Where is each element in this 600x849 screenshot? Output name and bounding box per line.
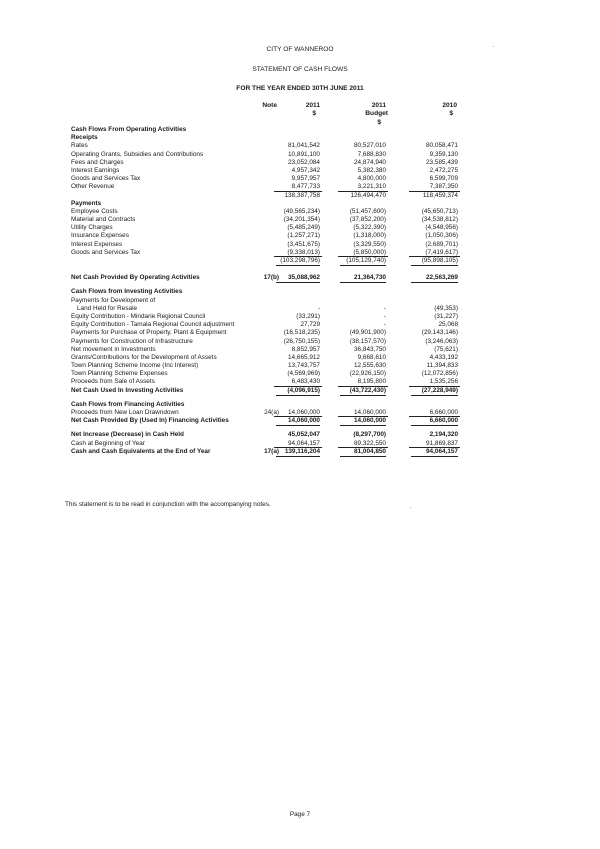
col-budget-sub: Budget [365,110,388,117]
value-2011-budget: 24,874,940 [354,158,386,166]
note-reference: 17(a) [264,447,279,455]
value-2010: 94,064,157 [411,448,458,457]
value-2011-budget: (5,850,000) [340,249,386,257]
value-2011-budget: 36,843,750 [354,345,386,353]
line-item-row [0,216,600,224]
value-2011: (33,291) [296,312,320,320]
line-item-row [0,448,600,456]
section-heading-row [0,134,600,142]
value-2010: (31,227) [434,312,458,320]
value-2011: 8,852,957 [291,345,320,353]
value-2010: 22,563,269 [411,274,458,283]
line-item-label: Receipts [71,134,98,142]
value-2011: (16,518,235) [283,329,320,337]
value-2011-budget: 3,221,310 [340,183,386,191]
section-heading-row [0,288,600,296]
line-item-label: Proceeds from Sale of Assets [71,378,155,386]
value-2011-budget: (38,157,570) [349,337,386,345]
value-2011-budget: 14,060,000 [340,417,386,426]
value-2010: (4,548,956) [425,224,458,232]
line-item-row [0,431,600,439]
value-2011: 9,957,957 [291,175,320,183]
line-item-row [0,329,600,337]
value-2011-budget: 9,668,610 [357,353,386,361]
line-item-row [0,387,600,395]
line-item-label: Interest Earnings [71,166,120,174]
line-item-row [0,249,600,257]
value-2011: 6,483,430 [276,378,320,386]
scan-speck [493,46,494,47]
section-heading-row [0,200,600,208]
line-item-row [0,208,600,216]
line-item-row [0,183,600,191]
value-2011: 14,060,000 [276,417,320,426]
value-2011: - [317,304,320,312]
line-item-row [0,370,600,378]
value-2011-budget: 81,004,850 [340,448,386,457]
line-item-label: Employee Costs [71,207,118,215]
line-item-row [0,362,600,370]
line-item-label: Town Planning Scheme Income (Inc Interest) [71,362,199,370]
line-item-row [0,151,600,159]
value-2011-budget: (49,901,900) [349,329,386,337]
value-2011: 4,957,342 [291,166,320,174]
line-item-label: Payments for Construction of Infrastructure [71,337,193,345]
line-item-label: Payments [71,199,102,207]
scan-speck [410,507,411,508]
line-item-label: Cash Flows From Operating Activities [71,126,187,133]
value-2011: 27,729 [300,321,320,329]
col-budget-unit: $ [377,119,381,126]
organisation-name: CITY OF WANNEROO [266,46,334,53]
value-2011-budget: 80,527,010 [354,142,386,150]
value-2011: 23,052,084 [288,158,320,166]
line-item-label: Payments for Purchase of Property, Plant & Equipment [71,329,227,337]
value-2010: (34,538,812) [421,216,458,224]
value-2010: 25,068 [438,321,458,329]
value-2010: 118,459,374 [422,191,458,199]
line-item-row [0,440,600,448]
line-item-row [0,224,600,232]
line-item-label: Proceeds from New Loan Drawndown [71,409,179,416]
line-item-row [0,175,600,183]
value-2011: 8,477,733 [276,183,320,191]
value-2011-budget: 5,382,380 [357,166,386,174]
value-2010: (49,353) [434,304,458,312]
value-2011: (1,257,271) [287,232,320,240]
subtotal-row [0,192,600,200]
value-2010: 7,387,350 [411,183,458,191]
line-item-row [0,417,600,425]
line-item-label: Utility Charges [71,224,113,232]
value-2011: (5,485,249) [287,224,320,232]
line-item-row [0,241,600,249]
value-2011-budget: - [383,321,386,329]
value-2010: (75,621) [434,345,458,353]
value-2011-budget: 21,364,730 [340,274,386,283]
cash-flow-table [0,126,600,456]
note-reference: 17(b) [263,274,279,282]
value-2010: (45,650,713) [421,207,458,215]
value-2011-budget: 126,494,470 [350,191,386,199]
value-2011: 139,116,204 [276,448,320,457]
value-2011-budget: 8,195,800 [340,378,386,386]
statement-title: STATEMENT OF CASH FLOWS [252,66,348,73]
line-item-label: Cash Flows from Investing Activities [71,288,183,296]
value-2010: 9,359,130 [429,150,458,158]
value-2010: (27,228,949) [411,387,458,396]
note-reference: 24(a) [264,409,279,416]
value-2011-budget: (1,318,000) [353,232,386,240]
value-2011-budget: 7,688,830 [357,150,386,158]
section-heading-row [0,401,600,409]
value-2011-budget: 89,322,550 [340,440,386,448]
line-item-label: Net Increase (Decrease) in Cash Held [71,431,184,439]
line-item-row [0,167,600,175]
value-2011: 14,060,000 [276,409,320,417]
value-2011: 35,088,962 [276,274,320,283]
note-header: Note [262,102,277,109]
line-item-label: Equity Contribution - Mindarie Regional Council [71,312,206,320]
col-2010-header: 2010 [442,102,457,109]
value-2011: (49,565,234) [283,207,320,215]
value-2010: (2,689,701) [425,240,458,248]
line-item-label: Cash Flows from Financing Activities [71,400,185,408]
line-item-label: Interest Expenses [71,240,123,248]
line-item-label: Goods and Services Tax [71,175,141,183]
line-item-label: Net Cash Provided By Operating Activities [71,274,200,282]
value-2010: 91,869,837 [411,440,458,448]
line-item-row [0,297,600,305]
value-2011-budget: (3,329,550) [353,240,386,248]
value-2010: 6,660,000 [411,417,458,426]
line-item-label: Operating Grants, Subsidies and Contributions [71,150,204,158]
line-item-label: Net Cash Used In Investing Activities [71,386,184,394]
value-2010: 2,194,320 [429,431,458,439]
line-item-row [0,232,600,240]
value-2010: 2,472,275 [429,166,458,174]
line-item-row [0,142,600,150]
value-2010: 23,585,439 [426,158,458,166]
col-2011-unit: $ [312,110,316,117]
value-2011-budget: 12,555,630 [354,362,386,370]
line-item-label: Payments for Development of [71,296,156,304]
value-2010: 6,660,000 [411,409,458,417]
value-2011-budget: - [383,304,386,312]
line-item-row [0,305,600,313]
footnote: This statement is to be read in conjunction with the accompanying notes. [65,501,271,508]
value-2011-budget: (22,926,150) [349,370,386,378]
line-item-label: Land Held for Resale [77,304,138,312]
page-number: Page 7 [289,811,311,818]
value-2011: 138,387,758 [284,191,320,199]
value-2010: (12,072,856) [421,370,458,378]
line-item-row [0,354,600,362]
value-2011: 94,064,157 [276,440,320,448]
line-item-label: Grants/Contributions for the Development of Assets [71,353,217,361]
value-2011-budget: 4,800,000 [357,175,386,183]
line-item-row [0,321,600,329]
line-item-label: Material and Contracts [71,216,136,224]
value-2011: 14,665,912 [288,353,320,361]
value-2011: (103,298,796) [276,257,320,266]
value-2011: 10,891,100 [288,150,320,158]
col-2011-header: 2011 [305,102,320,109]
col-budget-header: 2011 [371,102,386,109]
line-item-row [0,378,600,386]
section-heading-row [0,126,600,134]
value-2010: 11,394,833 [426,362,458,370]
line-item-row [0,274,600,282]
value-2011: 45,052,047 [288,431,320,439]
value-2011-budget: (5,322,390) [353,224,386,232]
value-2010: (7,419,617) [411,249,458,257]
value-2011: (34,201,354) [283,216,320,224]
value-2011: (3,451,675) [287,240,320,248]
statement-period: FOR THE YEAR ENDED 30TH JUNE 2011 [236,85,364,92]
value-2010: 6,599,709 [429,175,458,183]
value-2010: (95,898,105) [411,257,458,266]
line-item-label: Fees and Charges [71,158,124,166]
value-2011-budget: (105,129,740) [340,257,386,266]
line-item-label: Cash at Beginning of Year [71,439,145,447]
value-2011: 13,743,757 [288,362,320,370]
value-2010: 4,433,192 [429,353,458,361]
subtotal-row [0,257,600,265]
line-item-row [0,159,600,167]
line-item-label: Other Revenue [71,183,115,191]
row-spacer [0,265,600,274]
value-2010: (29,143,146) [421,329,458,337]
value-2011: 81,041,542 [288,142,320,150]
value-2011-budget: 14,060,000 [340,409,386,417]
value-2011-budget: (37,852,200) [349,216,386,224]
col-2010-unit: $ [449,110,453,117]
value-2011: (9,338,013) [276,249,320,257]
value-2010: (3,246,063) [425,337,458,345]
line-item-label: Cash and Cash Equivalents at the End of Year [71,447,211,455]
value-2011-budget: (51,457,600) [349,207,386,215]
line-item-row [0,338,600,346]
line-item-label: Net Cash Provided By (Used In) Financing Activities [71,417,229,425]
value-2011: (4,569,969) [287,370,320,378]
line-item-row [0,409,600,417]
line-item-row [0,313,600,321]
value-2011-budget: (8,297,700) [353,431,386,439]
line-item-label: Insurance Expenses [71,232,129,240]
line-item-row [0,346,600,354]
value-2010: 1,535,256 [411,378,458,386]
line-item-label: Goods and Services Tax [71,248,141,256]
value-2010: (1,050,306) [425,232,458,240]
value-2011-budget: - [383,312,386,320]
line-item-label: Net movement in Investments [71,345,156,353]
line-item-label: Town Planning Scheme Expenses [71,370,168,378]
line-item-label: Equity Contribution - Tamala Regional Council adjustment [71,321,235,329]
value-2010: 80,058,471 [426,142,458,150]
value-2011: (4,096,915) [276,387,320,396]
value-2011: (26,750,155) [283,337,320,345]
value-2011-budget: (43,722,430) [340,387,386,396]
line-item-label: Rates [71,142,88,150]
